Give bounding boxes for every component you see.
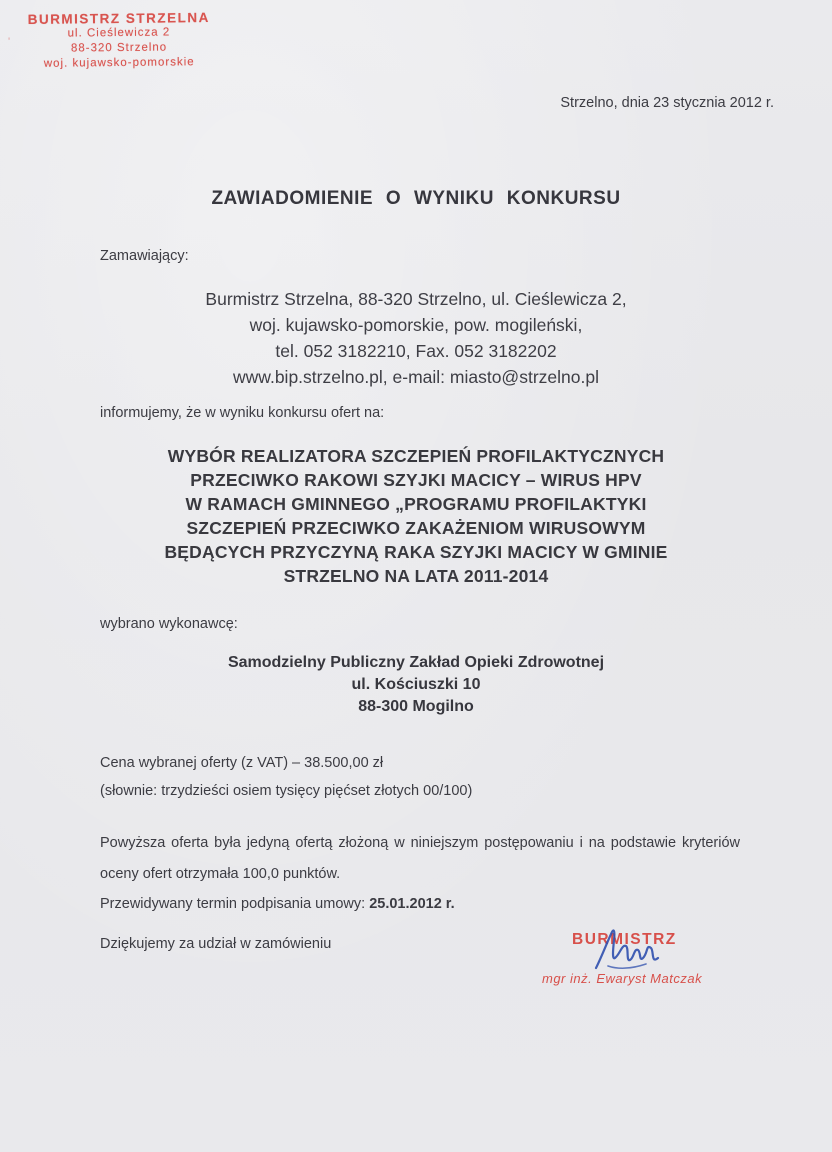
purchaser-line: Burmistrz Strzelna, 88-320 Strzelno, ul. Cieślewicza 2, [205, 289, 627, 309]
purchaser-address [0, 286, 832, 390]
signature-role-stamp: BURMISTRZ [572, 931, 677, 948]
document-title: ZAWIADOMIENIE O WYNIKU KONKURSU [211, 188, 621, 209]
place-and-date: Strzelno, dnia 23 stycznia 2012 r. [560, 95, 774, 111]
purchaser-line: www.bip.strzelno.pl, e-mail: miasto@strzelno.pl [233, 367, 599, 387]
contract-date-label: Przewidywany termin podpisania umowy: [100, 896, 366, 912]
offer-price-in-words: (słownie: trzydzieści osiem tysięcy pięćset złotych 00/100) [100, 783, 473, 799]
thanks-line: Dziękujemy za udział w zamówieniu [100, 936, 332, 952]
stamp-office-name: BURMISTRZ STRZELNA [27, 10, 210, 27]
subject-line: WYBÓR REALIZATORA SZCZEPIEŃ PROFILAKTYCZNYCH [167, 446, 665, 466]
subject-line: SZCZEPIEŃ PRZECIWKO ZAKAŻENIOM WIRUSOWYM [186, 518, 646, 538]
purchaser-line: woj. kujawsko-pomorskie, pow. mogileński, [249, 315, 583, 335]
contractor-line: Samodzielny Publiczny Zakład Opieki Zdrowotnej [227, 654, 605, 671]
stamp-postal-city: 88-320 Strzelno [70, 41, 168, 55]
offer-price-line: Cena wybranej oferty (z VAT) – 38.500,00 zł [100, 755, 384, 771]
signatory-name: mgr inż. Ewaryst Matczak [542, 971, 703, 986]
subject-line: W RAMACH GMINNEGO „PROGRAMU PROFILAKTYKI [185, 494, 647, 514]
scan-artifact-mark: ' [8, 36, 11, 48]
contract-date-value: 25.01.2012 r. [369, 896, 455, 912]
subject-line: BĘDĄCYCH PRZYCZYNĄ RAKA SZYJKI MACICY W GMINIE [164, 542, 668, 562]
contest-subject [0, 444, 832, 588]
purchaser-line: tel. 052 3182210, Fax. 052 3182202 [275, 341, 557, 361]
stamp-street: ul. Cieślewicza 2 [67, 26, 171, 40]
office-stamp [14, 11, 225, 71]
subject-line: STRZELNO NA LATA 2011-2014 [283, 566, 549, 586]
stamp-voivodeship: woj. kujawsko-pomorskie [43, 56, 195, 70]
subject-line: PRZECIWKO RAKOWI SZYJKI MACICY – WIRUS HPV [190, 470, 642, 490]
inform-line: informujemy, że w wyniku konkursu ofert na: [100, 405, 385, 421]
contract-date-line [100, 896, 455, 912]
contractor-line: ul. Kościuszki 10 [351, 676, 481, 693]
contractor-label: wybrano wykonawcę: [100, 616, 238, 632]
purchaser-label: Zamawiający: [100, 248, 189, 264]
contractor-line: 88-300 Mogilno [358, 698, 474, 715]
evaluation-paragraph: Powyższa oferta była jedyną ofertą złożoną w niniejszym postępowaniu i na podstawie kryteriów oceny ofert otrzymała 100,0 punktów. [100, 835, 740, 882]
contractor-address [0, 652, 832, 718]
